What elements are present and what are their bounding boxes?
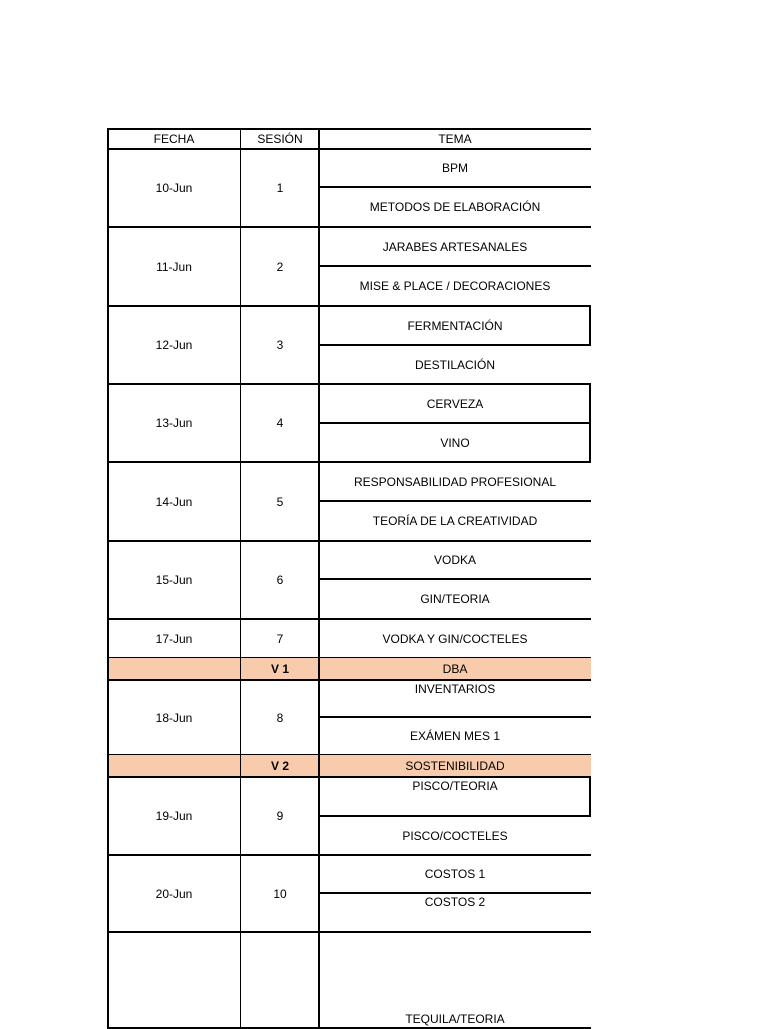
sesion-cell [241,932,319,1028]
fecha-cell: 18-Jun [155,710,193,725]
sesion-cell: 8 [276,710,284,725]
sesion-cell: 9 [276,809,284,823]
sesion-cell: 7 [276,631,284,646]
tema-divider [319,892,591,894]
tema-cell: DESTILACIÓN [414,357,495,372]
col-border-left [107,128,109,1028]
tema-cell: TEQUILA/TEORIA [405,1012,505,1026]
sesion-cell: V 1 [270,662,289,676]
sesion-cell: 3 [276,338,284,352]
tema-divider [319,422,591,424]
fecha-cell: 15-Jun [155,573,193,587]
tema-box-right [589,384,591,462]
tema-divider [319,815,591,817]
tema-box-right [589,306,591,345]
tema-cell: METODOS DE ELABORACIÓN [369,200,541,214]
schedule-table [107,128,591,1026]
tema-cell: INVENTARIOS [414,682,496,696]
tema-cell: VINO [440,435,470,450]
fecha-cell: 11-Jun [156,259,192,274]
tema-cell: DBA [442,662,468,676]
fecha-cell: 12-Jun [155,338,193,352]
col-border-sesion [318,128,320,1028]
tema-cell: CERVEZA [426,396,484,411]
tema-cell: VODKA Y GIN/COCTELES [382,631,528,646]
header-fecha: FECHA [153,131,195,146]
tema-cell: GIN/TEORIA [420,592,490,606]
tema-cell: PISCO/TEORIA [412,779,498,793]
sesion-cell: 4 [276,416,284,430]
header-tema: TEMA [438,131,472,146]
fecha-cell [107,932,241,1028]
header-sesion: SESIÓN [257,131,303,146]
fecha-cell: 19-Jun [155,809,193,823]
tema-cell: EXÁMEN MES 1 [409,729,501,743]
col-border-fecha [240,128,241,1028]
tema-cell: JARABES ARTESANALES [382,239,528,254]
tema-divider [319,716,591,718]
sesion-cell: 10 [273,886,287,901]
tema-cell: VODKA [433,553,476,567]
fecha-cell: 14-Jun [155,494,193,509]
sesion-cell: 6 [276,573,284,587]
header-top-border [107,128,591,130]
tema-cell: COSTOS 1 [424,867,486,881]
tema-cell: FERMENTACIÓN [407,318,503,333]
tema-cell: TEORÍA DE LA CREATIVIDAD [372,514,538,528]
tema-cell: MISE & PLACE / DECORACIONES [359,279,551,293]
fecha-cell: 20-Jun [155,886,193,901]
tema-divider [319,578,591,580]
sesion-cell: 5 [276,494,284,509]
fecha-cell: 10-Jun [155,181,193,195]
header-bottom-border [107,148,591,150]
tema-cell: SOSTENIBILIDAD [405,759,505,773]
fecha-cell [107,658,241,680]
tema-divider [319,186,591,188]
tema-cell: PISCO/COCTELES [402,828,508,843]
tema-box-right [589,777,591,816]
fecha-cell [107,755,241,777]
fecha-cell: 17-Jun [155,631,193,646]
tema-cell: RESPONSABILIDAD PROFESIONAL [353,474,557,489]
sesion-cell: 2 [276,259,284,274]
tema-divider [319,500,591,502]
sesion-cell: V 2 [270,759,289,773]
tema-cell: BPM [441,161,468,175]
tema-divider [319,265,591,267]
sesion-cell: 1 [276,181,284,195]
tema-cell: COSTOS 2 [424,895,486,909]
fecha-cell: 13-Jun [155,416,193,430]
tema-divider [319,344,591,346]
